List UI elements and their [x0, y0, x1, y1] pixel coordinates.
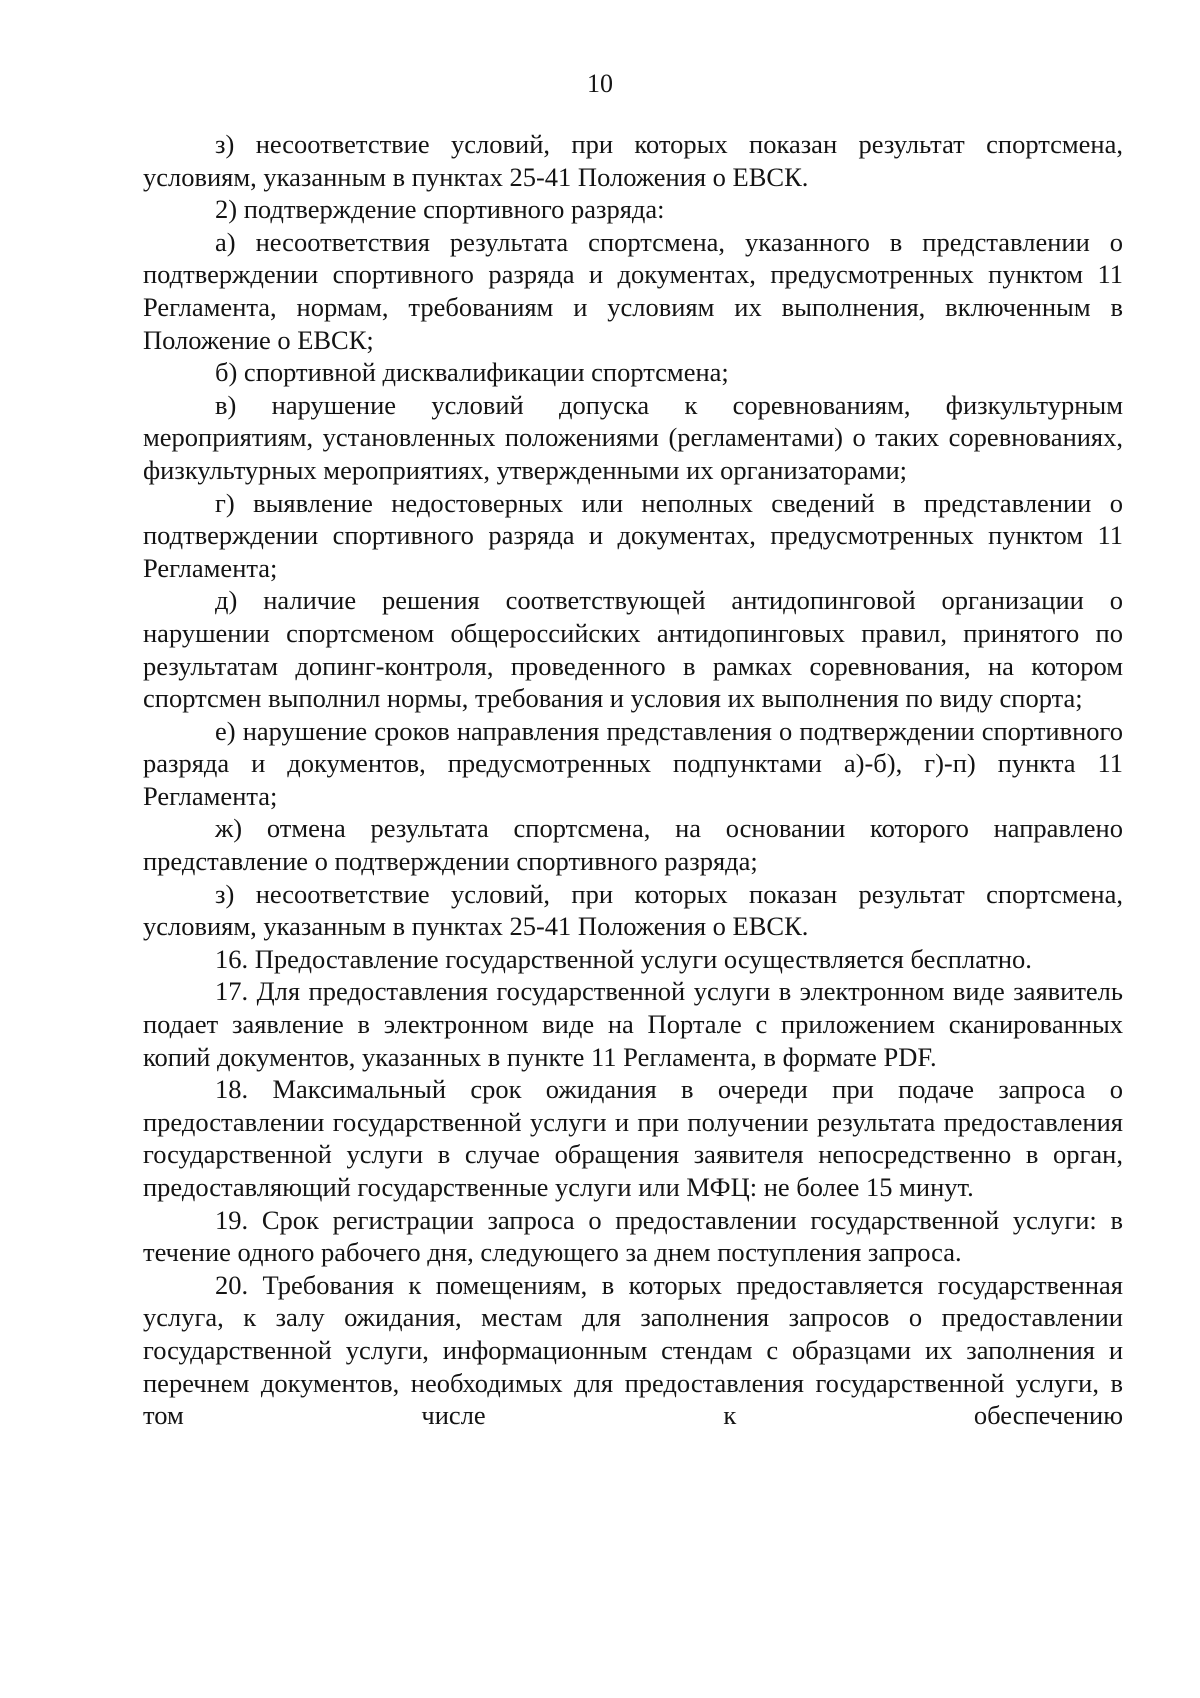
paragraph-17: 17. Для предоставления государственной услуги в электронном виде заявитель подает заявление в электронном виде на Портале с приложением сканированных копий документов, указанных в пункте 11 Регламента, в формате PDF. [143, 976, 1123, 1072]
paragraph-z-2: з) несоответствие условий, при которых показан результат спортсмена, условиям, указанным в пунктах 25-41 Положения о ЕВСК. [143, 878, 1123, 942]
paragraph-v: в) нарушение условий допуска к соревнованиям, физкультурным мероприятиям, установленных положениями (регламентами) о таких соревнованиях, физкультурных мероприятиях, утвержденными их организаторами; [143, 389, 1123, 485]
paragraph-zh: ж) отмена результата спортсмена, на основании которого направлено представление о подтверждении спортивного разряда; [143, 813, 1123, 877]
paragraph-g: г) выявление недостоверных или неполных сведений в представлении о подтверждении спортивного разряда и документах, предусмотренных пунктом 11 Регламента; [143, 487, 1123, 583]
paragraph-e: е) нарушение сроков направления представления о подтверждении спортивного разряда и документов, предусмотренных подпунктами а)-б), г)-п) пункта 11 Регламента; [143, 715, 1123, 811]
paragraph-item-2: 2) подтверждение спортивного разряда: [215, 194, 665, 225]
paragraph-z-1: з) несоответствие условий, при которых показан результат спортсмена, условиям, указанным в пунктах 25-41 Положения о ЕВСК. [143, 129, 1123, 192]
paragraph-19: 19. Срок регистрации запроса о предоставлении государственной услуги: в течение одного рабочего дня, следующего за днем поступления запроса. [143, 1204, 1123, 1268]
paragraph-a: а) несоответствия результата спортсмена, указанного в представлении о подтверждении спортивного разряда и документах, предусмотренных пунктом 11 Регламента, нормам, требованиям и условиям их выполнения, включенным в Положение о ЕВСК; [143, 226, 1123, 355]
paragraph-d: д) наличие решения соответствующей антидопинговой организации о нарушении спортсменом общероссийских антидопинговых правил, принятого по результатам допинг-контроля, проведенного в рамках соревнования, на котором спортсмен выполнил нормы, требования и условия их выполнения по виду спорта; [143, 585, 1123, 714]
paragraph-16: 16. Предоставление государственной услуги осуществляется бесплатно. [215, 943, 1032, 974]
paragraph-18: 18. Максимальный срок ожидания в очереди при подаче запроса о предоставлении государственной услуги и при получении результата предоставления государственной услуги в случае обращения заявителя непосредственно в орган, предоставляющий государственные услуги или МФЦ: не более 15 минут. [143, 1074, 1123, 1202]
page-number: 10 [587, 69, 613, 98]
paragraph-b: б) спортивной дисквалификации спортсмена; [215, 357, 729, 388]
document-body [143, 128, 1123, 1432]
paragraph-20: 20. Требования к помещениям, в которых предоставляется государственная услуга, к залу ожидания, местам для заполнения запросов о предоставлении государственной услуги, информационным стендам с образцами их заполнения и перечнем документов, необходимых для предоставления государственной услуги, в том числе к обеспечению [143, 1269, 1123, 1431]
